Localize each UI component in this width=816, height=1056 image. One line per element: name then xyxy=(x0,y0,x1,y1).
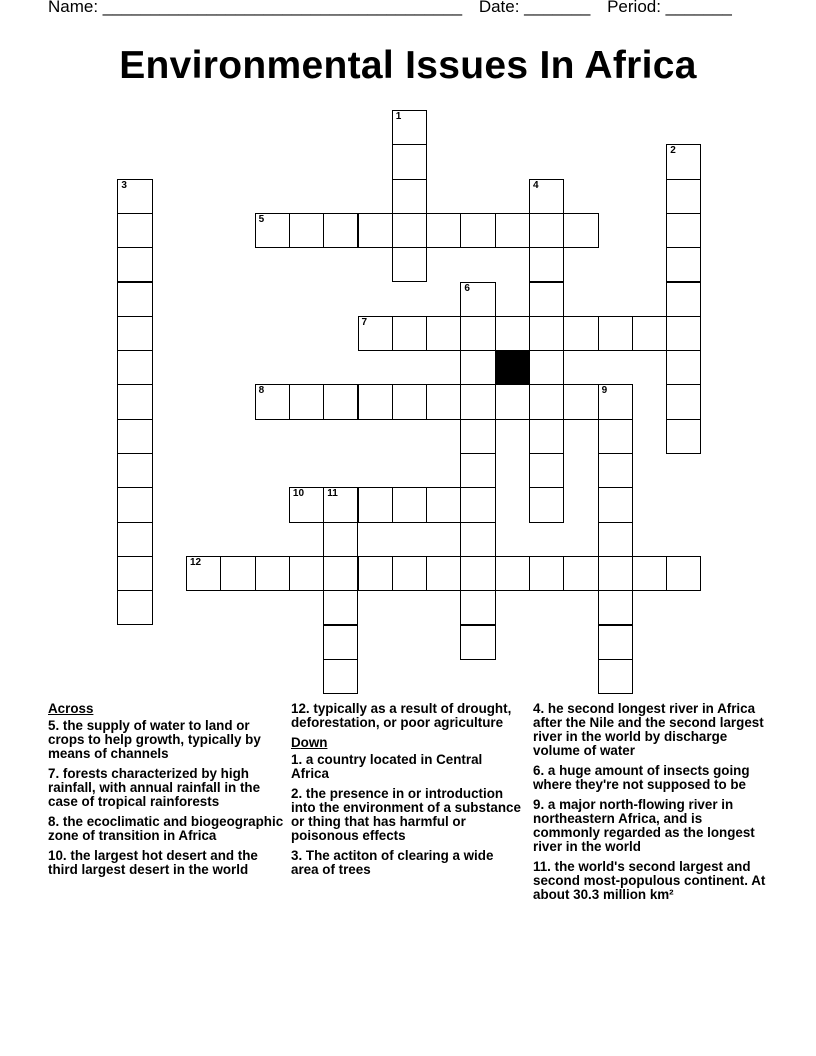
grid-cell[interactable] xyxy=(460,282,495,317)
grid-cell[interactable] xyxy=(392,179,427,214)
grid-cell[interactable] xyxy=(117,419,152,454)
clue-across-10: 10. the largest hot desert and the third largest desert in the world xyxy=(48,848,258,877)
grid-cell[interactable] xyxy=(666,179,701,214)
grid-cell[interactable] xyxy=(117,213,152,248)
grid-cell[interactable] xyxy=(117,487,152,522)
grid-cell[interactable] xyxy=(426,213,461,248)
period-label: Period: _______ xyxy=(607,0,732,16)
grid-cell[interactable] xyxy=(529,384,564,419)
grid-cell[interactable] xyxy=(426,384,461,419)
grid-cell[interactable] xyxy=(598,419,633,454)
grid-cell[interactable] xyxy=(666,556,701,591)
clue-across-7: 7. forests characterized by high rainfall, with annual rainfall in the case of tropical rainforests xyxy=(48,766,261,809)
grid-cell[interactable] xyxy=(598,487,633,522)
grid-cell[interactable] xyxy=(666,282,701,317)
grid-cell[interactable] xyxy=(598,590,633,625)
grid-cell[interactable] xyxy=(529,487,564,522)
grid-cell[interactable] xyxy=(598,316,633,351)
grid-cell[interactable] xyxy=(460,419,495,454)
grid-cell[interactable] xyxy=(358,213,393,248)
cell-number: 9 xyxy=(601,385,608,397)
cell-number: 3 xyxy=(121,179,127,191)
clue-across-12: 12. typically as a result of drought, deforestation, or poor agriculture xyxy=(291,701,512,730)
grid-cell[interactable] xyxy=(598,384,633,419)
grid-cell[interactable] xyxy=(392,384,427,419)
grid-cell[interactable] xyxy=(186,556,221,591)
grid-cell[interactable] xyxy=(117,384,152,419)
grid-cell[interactable] xyxy=(392,316,427,351)
grid-cell[interactable] xyxy=(598,556,633,591)
grid-cell[interactable] xyxy=(323,659,358,694)
cell-number: 7 xyxy=(361,316,368,328)
down-heading: Down xyxy=(291,735,328,750)
grid-cell[interactable] xyxy=(289,213,324,248)
grid-cell[interactable] xyxy=(460,384,495,419)
grid-cell[interactable] xyxy=(632,316,667,351)
clue-down-2: 2. the presence in or introduction into the environment of a substance or thing that has harmful or poisonous effects xyxy=(291,786,521,843)
grid-cell[interactable] xyxy=(392,144,427,179)
grid-cell[interactable] xyxy=(358,384,393,419)
grid-cell[interactable] xyxy=(117,590,152,625)
name-label: Name: ______________________________________ xyxy=(48,0,463,16)
cell-number: 5 xyxy=(258,213,265,225)
grid-cell[interactable] xyxy=(323,556,358,591)
clue-down-9: 9. a major north-flowing river in northeastern Africa, and is commonly regarded as the longest river in the world xyxy=(533,797,755,854)
cell-number: 11 xyxy=(327,488,338,500)
across-heading: Across xyxy=(48,701,94,716)
clue-down-4: 4. he second longest river in Africa after the Nile and the second largest river in the world by discharge volume of water xyxy=(533,701,764,758)
clues-column-3 xyxy=(533,702,769,908)
grid-cell[interactable] xyxy=(529,247,564,282)
grid-cell[interactable] xyxy=(460,350,495,385)
grid-cell[interactable] xyxy=(529,350,564,385)
clue-down-1: 1. a country located in Central Africa xyxy=(291,752,483,781)
grid-cell[interactable] xyxy=(358,316,393,351)
cell-number: 10 xyxy=(292,488,305,500)
grid-cell[interactable] xyxy=(529,419,564,454)
grid-cell[interactable] xyxy=(358,487,393,522)
grid-cell[interactable] xyxy=(666,384,701,419)
clue-down-6: 6. a huge amount of insects going where they're not supposed to be xyxy=(533,763,750,792)
grid-cell[interactable] xyxy=(666,247,701,282)
grid-cell[interactable] xyxy=(598,625,633,660)
grid-cell[interactable] xyxy=(426,487,461,522)
grid-cell[interactable] xyxy=(460,590,495,625)
grid-cell[interactable] xyxy=(495,316,530,351)
grid-cell[interactable] xyxy=(632,556,667,591)
clue-across-8: 8. the ecoclimatic and biogeographic zone of transition in Africa xyxy=(48,814,284,843)
grid-cell[interactable] xyxy=(598,453,633,488)
grid-cell[interactable] xyxy=(117,316,152,351)
cell-number: 8 xyxy=(258,385,265,397)
clues-column-1 xyxy=(48,702,284,883)
grid-cell[interactable] xyxy=(495,556,530,591)
grid-cell[interactable] xyxy=(460,522,495,557)
grid-cell[interactable] xyxy=(117,350,152,385)
grid-cell[interactable] xyxy=(598,522,633,557)
grid-cell[interactable] xyxy=(529,316,564,351)
grid-cell[interactable] xyxy=(460,316,495,351)
clue-down-3: 3. The actiton of clearing a wide area of trees xyxy=(291,848,494,877)
grid-cell[interactable] xyxy=(666,213,701,248)
cell-number: 6 xyxy=(464,282,470,294)
grid-cell[interactable] xyxy=(563,316,598,351)
grid-cell[interactable] xyxy=(323,625,358,660)
grid-cell[interactable] xyxy=(117,247,152,282)
date-label: Date: _______ xyxy=(478,0,591,16)
grid-cell[interactable] xyxy=(529,556,564,591)
page-title: Environmental Issues In Africa xyxy=(119,44,697,87)
grid-cell[interactable] xyxy=(117,522,152,557)
grid-cell[interactable] xyxy=(426,556,461,591)
grid-cell[interactable] xyxy=(255,556,290,591)
grid-cell[interactable] xyxy=(323,384,358,419)
grid-cell[interactable] xyxy=(460,487,495,522)
grid-cell[interactable] xyxy=(460,556,495,591)
grid-cell[interactable] xyxy=(392,487,427,522)
grid-cell[interactable] xyxy=(323,213,358,248)
grid-block-cell xyxy=(495,350,530,385)
grid-cell[interactable] xyxy=(563,384,598,419)
grid-cell[interactable] xyxy=(563,556,598,591)
grid-cell[interactable] xyxy=(289,556,324,591)
grid-cell[interactable] xyxy=(392,556,427,591)
grid-cell[interactable] xyxy=(666,144,701,179)
grid-cell[interactable] xyxy=(666,316,701,351)
clue-down-11: 11. the world's second largest and second most-populous continent. At about 30.3 million km² xyxy=(533,859,766,902)
grid-cell[interactable] xyxy=(392,247,427,282)
grid-cell[interactable] xyxy=(289,487,324,522)
grid-cell[interactable] xyxy=(529,213,564,248)
grid-cell[interactable] xyxy=(323,487,358,522)
cell-number: 2 xyxy=(670,145,676,157)
clues-column-2 xyxy=(291,702,521,883)
cell-number: 12 xyxy=(190,556,202,568)
grid-cell[interactable] xyxy=(255,384,290,419)
clue-across-5: 5. the supply of water to land or crops to help growth, typically by means of channels xyxy=(48,718,261,761)
grid-cell[interactable] xyxy=(563,213,598,248)
grid-cell[interactable] xyxy=(323,590,358,625)
grid-cell[interactable] xyxy=(460,453,495,488)
grid-cell[interactable] xyxy=(220,556,255,591)
grid-cell[interactable] xyxy=(255,213,290,248)
grid-cell[interactable] xyxy=(117,556,152,591)
cell-number: 1 xyxy=(395,111,402,122)
grid-cell[interactable] xyxy=(392,213,427,248)
grid-cell[interactable] xyxy=(460,625,495,660)
grid-cell[interactable] xyxy=(666,350,701,385)
grid-cell[interactable] xyxy=(460,213,495,248)
grid-cell[interactable] xyxy=(392,110,427,145)
grid-cell[interactable] xyxy=(117,282,152,317)
grid-cell[interactable] xyxy=(426,316,461,351)
grid-cell[interactable] xyxy=(289,384,324,419)
grid-cell[interactable] xyxy=(323,522,358,557)
grid-cell[interactable] xyxy=(598,659,633,694)
grid-cell[interactable] xyxy=(529,453,564,488)
cell-number: 4 xyxy=(533,179,539,191)
grid-cell[interactable] xyxy=(529,179,564,214)
grid-cell[interactable] xyxy=(495,213,530,248)
grid-cell[interactable] xyxy=(529,282,564,317)
grid-cell[interactable] xyxy=(117,179,152,214)
grid-cell[interactable] xyxy=(495,384,530,419)
grid-cell[interactable] xyxy=(666,419,701,454)
grid-cell[interactable] xyxy=(358,556,393,591)
grid-cell[interactable] xyxy=(117,453,152,488)
